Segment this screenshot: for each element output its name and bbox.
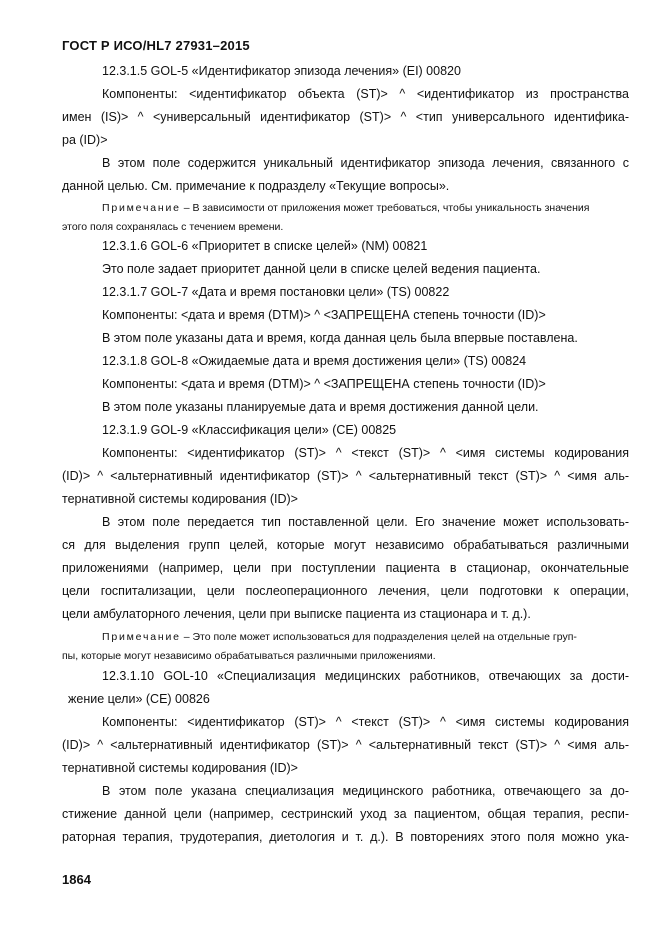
section-heading-gol10-cont: жение цели» (CE) 00826 [68,692,210,706]
note-line: пы, которые могут независимо обрабатываться различными приложениями. [62,650,436,662]
paragraph-line: (ID)> ^ <альтернативный идентификатор (ST)> ^ <альтернативный текст (ST)> ^ <имя аль- [62,469,629,483]
note-text: – Это поле может использоваться для подразделения целей на отдельные груп- [183,631,577,643]
section-heading-gol10: 12.3.1.10 GOL-10 «Специализация медицинских работников, отвечающих за дости- [102,669,629,683]
note-line [102,200,589,216]
section-heading-gol8: 12.3.1.8 GOL-8 «Ожидаемые дата и время достижения цели» (TS) 00824 [102,354,527,368]
paragraph-line: тернативной системы кодирования (ID)> [62,492,298,506]
paragraph-line: тернативной системы кодирования (ID)> [62,761,298,775]
paragraph-line: Компоненты: <идентификатор (ST)> ^ <текст (ST)> ^ <имя системы кодирования [102,715,629,729]
note-line: этого поля сохранялась с течением времени. [62,221,284,233]
paragraph-line: цели амбулаторного лечения, цели при выписке пациента из стационара и т. д.). [62,607,531,621]
note-text: – В зависимости от приложения может требоваться, чтобы уникальность значения [183,202,590,214]
paragraph-line: (ID)> ^ <альтернативный идентификатор (ST)> ^ <альтернативный текст (ST)> ^ <имя аль- [62,738,629,752]
paragraph-line: В этом поле указаны планируемые дата и время достижения данной цели. [102,400,539,414]
paragraph-line: ра (ID)> [62,133,108,147]
page-header: ГОСТ Р ИСО/HL7 27931–2015 [62,38,250,53]
paragraph-line: стижение данной цели (например, сестринский уход за пациентом, общая терапия, респи- [62,807,629,821]
section-heading-gol9: 12.3.1.9 GOL-9 «Классификация цели» (CE) 00825 [102,423,397,437]
paragraph-line: данной целью. См. примечание к подразделу «Текущие вопросы». [62,179,450,193]
paragraph-line: В этом поле указаны дата и время, когда данная цель была впервые поставлена. [102,331,578,345]
paragraph-line: Это поле задает приоритет данной цели в списке целей ведения пациента. [102,262,541,276]
paragraph-line: ся для выделения групп целей, которые могут независимо обрабатываться различными [62,538,629,552]
note-line [102,629,577,645]
paragraph-line: Компоненты: <идентификатор (ST)> ^ <текст (ST)> ^ <имя системы кодирования [102,446,629,460]
section-heading-gol5: 12.3.1.5 GOL-5 «Идентификатор эпизода лечения» (EI) 00820 [102,64,461,78]
section-heading-gol6: 12.3.1.6 GOL-6 «Приоритет в списке целей» (NM) 00821 [102,239,428,253]
paragraph-line: В этом поле содержится уникальный идентификатор эпизода лечения, связанного с [102,156,629,170]
note-label: Примечание [102,202,181,214]
paragraph-line: цели госпитализации, цели послеоперационного лечения, цели подготовки к операции, [62,584,629,598]
note-label: Примечание [102,631,181,643]
paragraph-line: Компоненты: <дата и время (DTM)> ^ <ЗАПРЕЩЕНА степень точности (ID)> [102,377,546,391]
paragraph-line: Компоненты: <дата и время (DTM)> ^ <ЗАПРЕЩЕНА степень точности (ID)> [102,308,546,322]
page-number: 1864 [62,872,91,887]
paragraph-line: В этом поле передается тип поставленной цели. Его значение может использовать- [102,515,629,529]
section-heading-gol7: 12.3.1.7 GOL-7 «Дата и время постановки цели» (TS) 00822 [102,285,450,299]
paragraph-line: приложениями (например, цели при поступлении пациента в стационар, окончательные [62,561,629,575]
paragraph-line: имен (IS)> ^ <универсальный идентификатор (ST)> ^ <тип универсального идентифика- [62,110,629,124]
paragraph-line: раторная терапия, трудотерапия, диетология и т. д.). В повторениях этого поля можно ука- [62,830,629,844]
paragraph-line: В этом поле указана специализация медицинского работника, отвечающего за до- [102,784,629,798]
paragraph-line: Компоненты: <идентификатор объекта (ST)> ^ <идентификатор из пространства [102,87,629,101]
